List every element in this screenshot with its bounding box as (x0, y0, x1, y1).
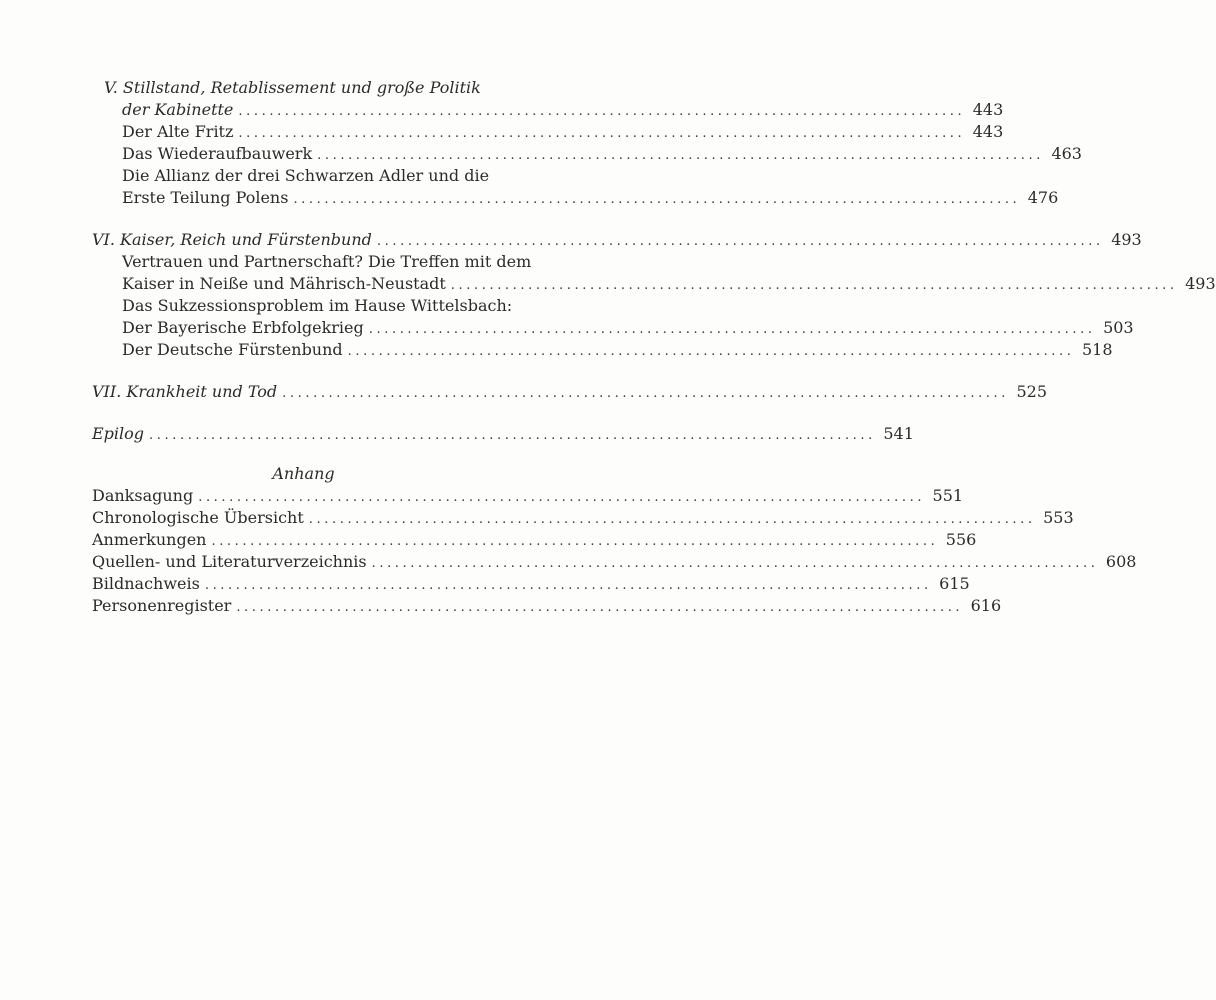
entry-label: Kaiser in Neiße und Mährisch-Neustadt (122, 274, 446, 293)
entry-label: Der Deutsche Fürstenbund (122, 340, 343, 359)
leader-dots: .............................................................................................. (282, 386, 1009, 401)
leader-dots: .............................................................................................. (347, 344, 1075, 359)
leader-dots: .............................................................................................. (376, 234, 1104, 249)
epilog-title: Epilog (92, 424, 145, 443)
toc-entry-chapter-7[interactable] (92, 382, 1047, 404)
page-number: 443 (972, 122, 1004, 141)
entry-label: Bildnachweis (92, 574, 200, 593)
entry-label: Personenregister (92, 596, 232, 615)
leader-dots: .............................................................................................. (238, 126, 966, 141)
entry-label: Der Bayerische Erbfolgekrieg (122, 318, 364, 337)
entry-label: Chronologische Übersicht (92, 508, 304, 527)
entry-label-line1: Die Allianz der drei Schwarzen Adler und die (122, 166, 490, 185)
entry-label-line1: Das Sukzessionsproblem im Hause Wittelsbach: (122, 296, 513, 315)
toc-entry-chapter-5[interactable] (122, 100, 1004, 122)
page-number: 493 (1111, 230, 1142, 249)
page-number: 608 (1105, 552, 1137, 571)
page-number: 541 (883, 424, 914, 443)
page-number: 503 (1103, 318, 1134, 337)
entry-label: Der Alte Fritz (122, 122, 234, 141)
page-number: 443 (972, 100, 1004, 119)
page-number: 556 (945, 530, 977, 549)
toc-entry[interactable] (92, 508, 1074, 530)
entry-label: Quellen- und Literaturverzeichnis (92, 552, 367, 571)
entry-label: Erste Teilung Polens (122, 188, 289, 207)
leader-dots: .............................................................................................. (238, 104, 966, 119)
chapter-7-title: VII. Krankheit und Tod (92, 382, 278, 401)
toc-entry[interactable] (122, 318, 1134, 340)
toc-entry[interactable] (92, 530, 977, 552)
entry-label: Anmerkungen (92, 530, 207, 549)
anhang-heading: Anhang (272, 464, 335, 483)
chapter-6-title: VI. Kaiser, Reich und Fürstenbund (92, 230, 372, 249)
leader-dots: .............................................................................................. (371, 556, 1099, 571)
leader-dots: .............................................................................................. (293, 192, 1021, 207)
toc-entry[interactable] (92, 596, 1002, 618)
entry-label-line1: Vertrauen und Partnerschaft? Die Treffen mit dem (122, 252, 532, 271)
leader-dots: .............................................................................................. (368, 322, 1096, 337)
toc-entry[interactable] (122, 144, 1082, 166)
leader-dots: .............................................................................................. (198, 490, 926, 505)
toc-entry[interactable] (122, 188, 1059, 210)
page-number: 518 (1081, 340, 1113, 359)
chapter-5-title-line1: V. Stillstand, Retablissement und große Politik (104, 78, 481, 97)
toc-entry[interactable] (122, 340, 1113, 362)
toc-entry-chapter-6[interactable] (92, 230, 1142, 252)
page-number: 525 (1016, 382, 1047, 401)
page-number: 615 (939, 574, 970, 593)
page-number: 551 (932, 486, 964, 505)
chapter-5-title-line2: der Kabinette (122, 100, 234, 119)
leader-dots: .............................................................................................. (308, 512, 1036, 527)
toc-entry[interactable] (92, 574, 970, 596)
page-number: 476 (1027, 188, 1059, 207)
toc-entry[interactable] (92, 552, 1137, 574)
leader-dots: .............................................................................................. (450, 278, 1178, 293)
leader-dots: .............................................................................................. (204, 578, 932, 593)
leader-dots: .............................................................................................. (149, 428, 876, 443)
leader-dots: .............................................................................................. (236, 600, 964, 615)
entry-label: Das Wiederaufbauwerk (122, 144, 313, 163)
toc-entry[interactable] (92, 486, 964, 508)
toc-entry-epilog[interactable] (92, 424, 914, 446)
entry-label: Danksagung (92, 486, 194, 505)
page-number: 616 (970, 596, 1002, 615)
toc-entry[interactable] (122, 274, 1216, 296)
leader-dots: .............................................................................................. (317, 148, 1044, 163)
page-number: 493 (1185, 274, 1216, 293)
page-number: 553 (1043, 508, 1074, 527)
page-number: 463 (1051, 144, 1082, 163)
toc-entry[interactable] (122, 122, 1004, 144)
leader-dots: .............................................................................................. (211, 534, 939, 549)
